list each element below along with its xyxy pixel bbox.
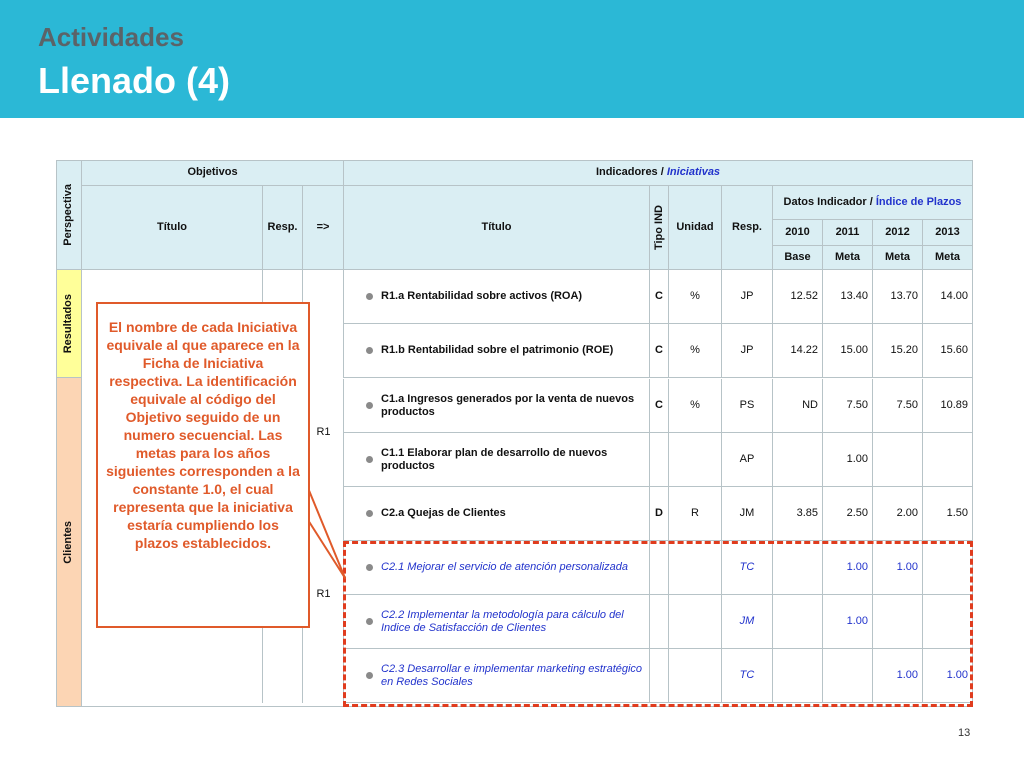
indicator-value: 10.89 xyxy=(923,379,973,433)
indicator-value: 15.60 xyxy=(923,324,973,378)
indicator-title-text: R1.b Rentabilidad sobre el patrimonio (ROE) xyxy=(381,344,614,356)
objetivo-titulo-header: Título xyxy=(82,186,263,270)
objetivo-arrow-header: => xyxy=(303,186,344,270)
indicator-title-text: C2.3 Desarrollar e implementar marketing estratégico en Redes Sociales xyxy=(381,662,643,688)
slide-title: Llenado (4) xyxy=(38,60,231,101)
indicator-resp: JM xyxy=(722,595,773,649)
indicator-value: 14.22 xyxy=(773,324,823,378)
indicator-unidad: % xyxy=(669,270,722,324)
indicador-resp-header: Resp. xyxy=(722,186,773,270)
indicator-value: 12.52 xyxy=(773,270,823,324)
indicator-value: 1.00 xyxy=(873,649,923,703)
indicator-value: 14.00 xyxy=(923,270,973,324)
year-header: 2011 xyxy=(823,220,873,246)
indicator-title-text: C1.1 Elaborar plan de desarrollo de nuevos productos xyxy=(381,446,608,472)
objetivo-resp-header: Resp. xyxy=(263,186,303,270)
indicator-value: ND xyxy=(773,379,823,433)
indicator-value: 7.50 xyxy=(873,379,923,433)
indicator-value: 1.00 xyxy=(823,595,873,649)
year-subheader: Base xyxy=(773,246,823,270)
indicador-titulo-header: Título xyxy=(344,186,650,270)
year-subheader: Meta xyxy=(923,246,973,270)
indicator-value: 2.50 xyxy=(823,487,873,541)
indicator-resp: JP xyxy=(722,270,773,324)
page-number: 13 xyxy=(958,727,971,739)
indicator-value: 3.85 xyxy=(773,487,823,541)
indicator-unidad: % xyxy=(669,379,722,433)
indicator-value: 1.00 xyxy=(873,541,923,595)
indicator-title-text: C2.2 Implementar la metodología para cálculo del Indice de Satisfacción de Clientes xyxy=(381,608,624,634)
indicator-value: 1.50 xyxy=(923,487,973,541)
indicator-value: 7.50 xyxy=(823,379,873,433)
datos-indicador-label: Datos Indicador / xyxy=(783,196,876,208)
clientes-label: Clientes xyxy=(62,520,74,564)
unidad-header: Unidad xyxy=(669,186,722,270)
indice-plazos-label: Índice de Plazos xyxy=(875,196,962,208)
callout-pointer-arrow xyxy=(308,488,345,578)
indicator-resp: JM xyxy=(722,487,773,541)
indicator-unidad: % xyxy=(669,324,722,378)
indicator-resp: AP xyxy=(722,433,773,487)
indicator-tipo: D xyxy=(650,487,669,541)
indicadores-label: Indicadores / xyxy=(595,166,664,178)
indicator-value: 1.00 xyxy=(823,433,873,487)
objetivos-header: Objetivos xyxy=(82,160,344,186)
year-header: 2012 xyxy=(873,220,923,246)
year-subheader: Meta xyxy=(873,246,923,270)
year-header: 2013 xyxy=(923,220,973,246)
objetivo-code-r1b: R1 xyxy=(316,587,331,600)
indicator-resp: JP xyxy=(722,324,773,378)
objetivo-code-r1a: R1 xyxy=(316,425,331,438)
tipo-ind-label: Tipo IND xyxy=(652,204,665,250)
indicator-title-text: C2.a Quejas de Clientes xyxy=(381,507,506,519)
perspectiva-label: Perspectiva xyxy=(62,183,74,246)
indicator-value: 15.20 xyxy=(873,324,923,378)
indicator-value: 1.00 xyxy=(823,541,873,595)
indicator-value: 1.00 xyxy=(923,649,973,703)
indicator-resp: TC xyxy=(722,541,773,595)
slide-subtitle: Actividades xyxy=(38,22,184,52)
indicator-value: 15.00 xyxy=(823,324,873,378)
indicator-title-text: C2.1 Mejorar el servicio de atención personalizada xyxy=(381,561,629,573)
indicator-value: 2.00 xyxy=(873,487,923,541)
year-header: 2010 xyxy=(773,220,823,246)
indicator-resp: TC xyxy=(722,649,773,703)
indicator-value: 13.40 xyxy=(823,270,873,324)
indicator-unidad: R xyxy=(669,487,722,541)
indicator-resp: PS xyxy=(722,379,773,433)
indicator-tipo: C xyxy=(650,324,669,378)
indicator-title-text: R1.a Rentabilidad sobre activos (ROA) xyxy=(381,290,583,302)
indicator-tipo: C xyxy=(650,270,669,324)
resultados-label: Resultados xyxy=(62,293,74,354)
indicator-value: 13.70 xyxy=(873,270,923,324)
indicator-tipo: C xyxy=(650,379,669,433)
indicator-title-text: C1.a Ingresos generados por la venta de nuevos productos xyxy=(381,392,635,418)
iniciativas-label: Iniciativas xyxy=(666,166,721,178)
explanation-callout: El nombre de cada Iniciativa equivale al que aparece en la Ficha de Iniciativa respectiva. La identificación equivale al código del Objetivo seguido de un numero secuencial. Las metas para los años siguientes corresponden a la constante 1.0, el cual representa que la iniciativa estaría cumpliendo los plazos establecidos. xyxy=(96,302,310,628)
year-subheader: Meta xyxy=(823,246,873,270)
